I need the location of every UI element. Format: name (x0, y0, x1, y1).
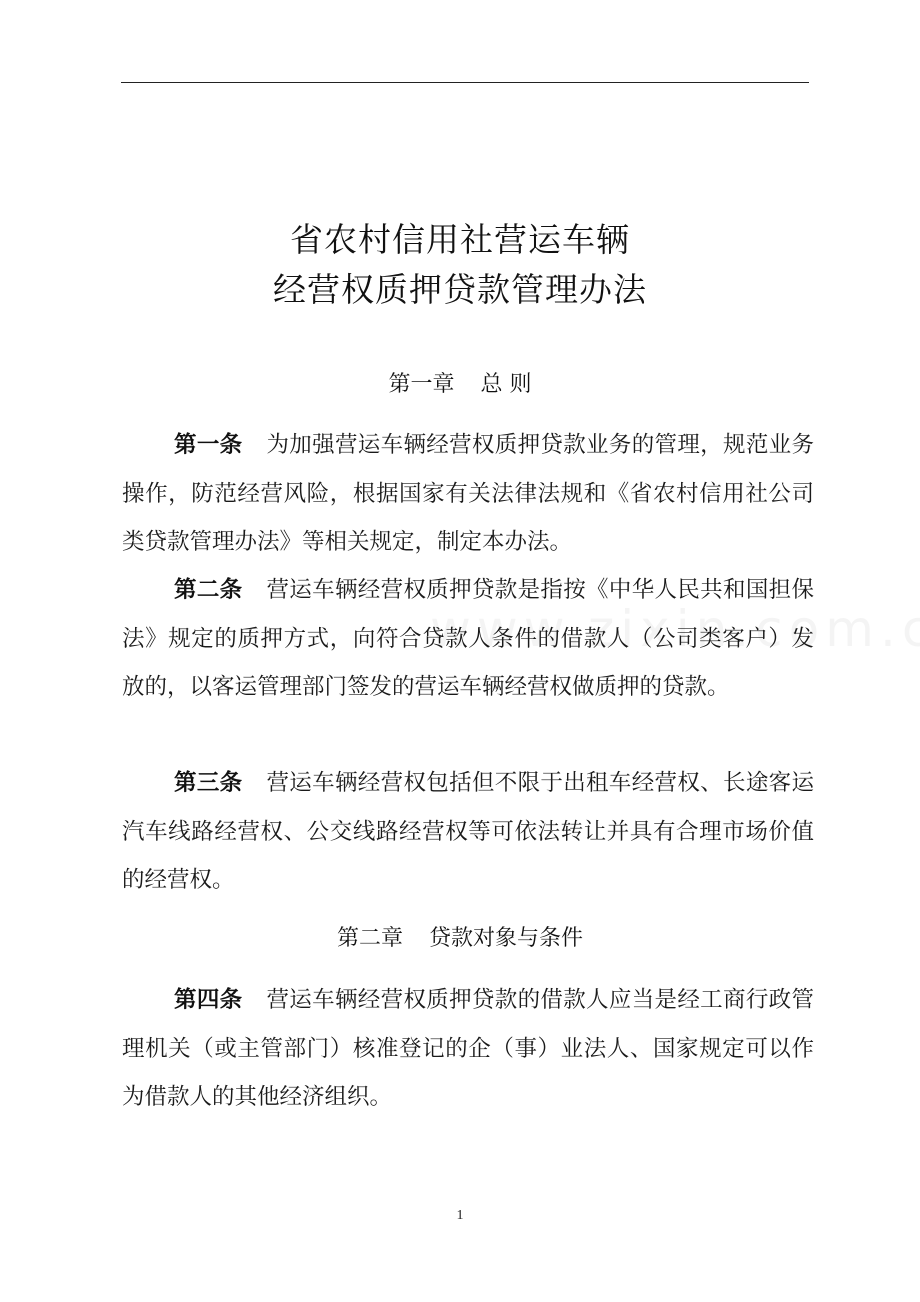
document-title-line-2: 经营权质押贷款管理办法 (273, 270, 647, 309)
article-2 (122, 566, 814, 712)
chapter-name: 总 则 (480, 372, 532, 397)
article-number: 第一条 (174, 432, 243, 458)
article-text: 营运车辆经营权质押贷款是指按《中华人民共和国担保法》规定的质押方式，向符合贷款人条件的借款人（公司类客户）发放的，以客运管理部门签发的营运车辆经营权做质押的贷款。 (122, 577, 814, 700)
chapter-number: 第二章 (336, 926, 403, 951)
chapter-heading-1 (0, 371, 920, 399)
article-number: 第四条 (174, 987, 243, 1013)
article-number: 第二条 (174, 577, 243, 603)
article-4 (122, 976, 814, 1122)
article-text: 为加强营运车辆经营权质押贷款业务的管理，规范业务操作，防范经营风险，根据国家有关法律法规和《省农村信用社公司类贷款管理办法》等相关规定，制定本办法。 (122, 432, 814, 555)
article-text: 营运车辆经营权质押贷款的借款人应当是经工商行政管理机关（或主管部门）核准登记的企（事）业法人、国家规定可以作为借款人的其他经济组织。 (122, 987, 814, 1110)
article-text: 营运车辆经营权包括但不限于出租车经营权、长途客运汽车线路经营权、公交线路经营权等可依法转让并具有合理市场价值的经营权。 (122, 770, 814, 893)
document-title-line-1: 省农村信用社营运车辆 (290, 220, 630, 259)
chapter-number: 第一章 (388, 372, 455, 397)
header-rule (121, 82, 809, 83)
article-3 (122, 759, 814, 905)
chapter-name: 贷款对象与条件 (429, 926, 584, 951)
article-1 (122, 421, 814, 567)
chapter-heading-2 (0, 925, 920, 953)
article-number: 第三条 (174, 770, 243, 796)
page-number: 1 (456, 1208, 464, 1223)
